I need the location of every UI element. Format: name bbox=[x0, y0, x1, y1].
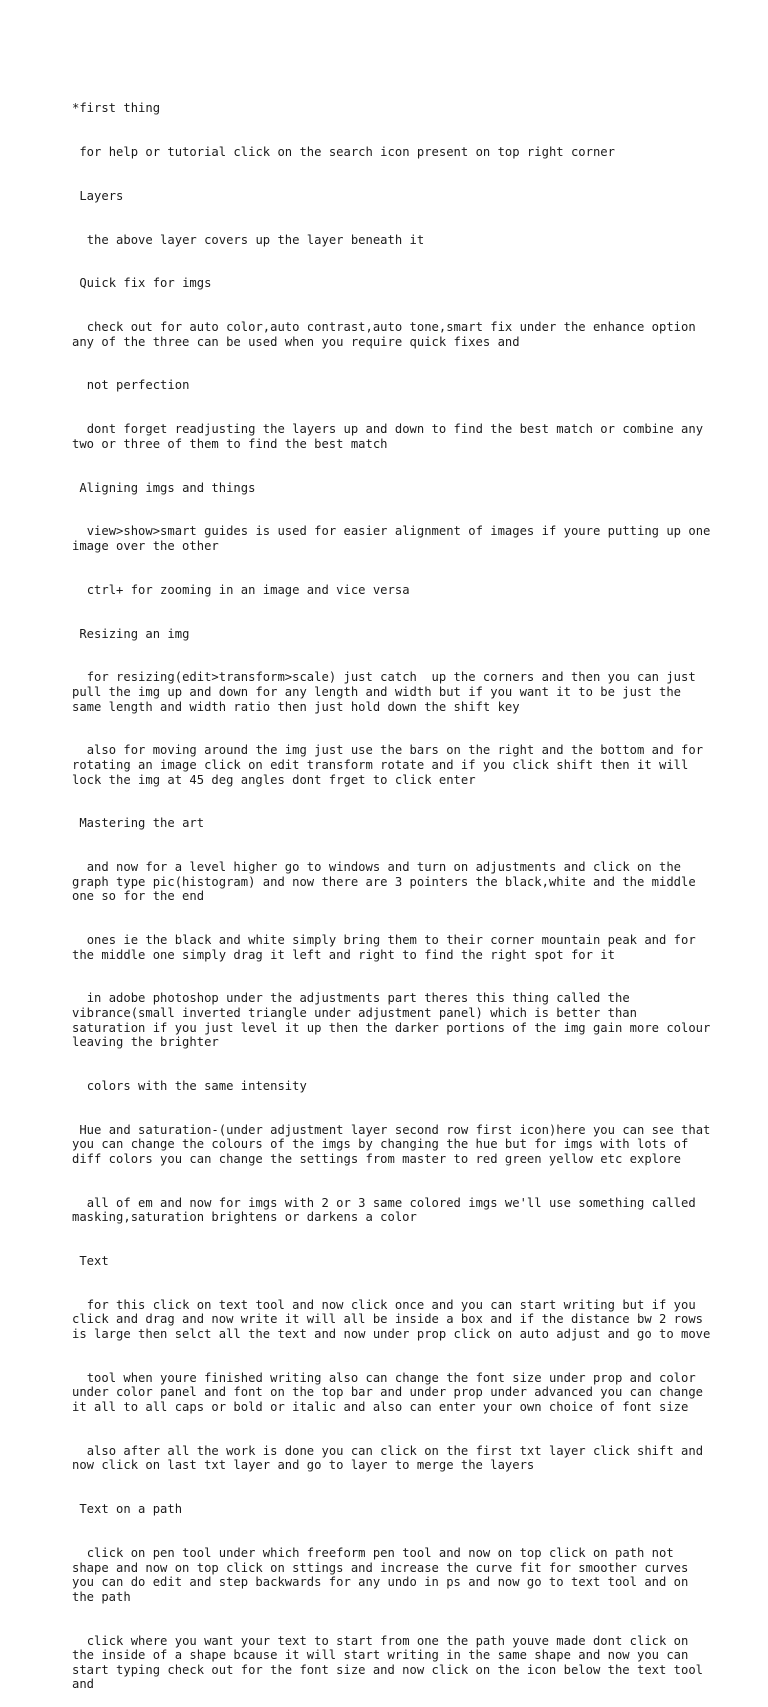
section-heading: Quick fix for imgs bbox=[72, 276, 212, 291]
text-line: *first thing bbox=[72, 101, 161, 116]
text-line: for this click on text tool and now click once and you can start writing but if you click and drag and now write it will all be inside a box and if the distance bw 2 rows is large then selct all the text and now under prop click on auto adjust and go to move bbox=[72, 1297, 711, 1342]
text-line: colors with the same intensity bbox=[72, 1078, 307, 1093]
section-heading: Aligning imgs and things bbox=[72, 480, 256, 495]
section-heading: Mastering the art bbox=[72, 816, 205, 831]
text-line: also for moving around the img just use the bars on the right and the bottom and for rotating an image click on edit transform rotate and if you click shift then it will lock the img at 45 deg angles dont frget to click enter bbox=[72, 743, 711, 787]
text-line: in adobe photoshop under the adjustments part theres this thing called the vibrance(small inverted triangle under adjustment panel) which is better than saturation if you just level it up then the darker portions of the img gain more colour leaving the brighter bbox=[72, 991, 718, 1050]
section-heading: Text on a path bbox=[72, 1502, 183, 1517]
text-line: Hue and saturation-(under adjustment layer second row first icon)here you can see that you can change the colours of the imgs by changing the hue but for imgs with lots of diff colors you can change the settings from master to red green yellow etc explore bbox=[72, 1122, 718, 1166]
text-line: click where you want your text to start from one the path youve made dont click on the inside of a shape bcause it will start writing in the same shape and now you can start typing check out for the font size and now click on the icon below the text tool and bbox=[72, 1633, 711, 1692]
section-heading: Layers bbox=[72, 188, 124, 203]
text-line: for resizing(edit>transform>scale) just catch up the corners and then you can just pull the img up and down for any length and width but if you want it to be just the same length and width ratio then just hold down the shift key bbox=[72, 670, 704, 714]
text-line: ones ie the black and white simply bring them to their corner mountain peak and for the middle one simply drag it left and right to find the right spot for it bbox=[72, 933, 704, 962]
text-line: ctrl+ for zooming in an image and vice versa bbox=[72, 582, 410, 597]
text-line: for help or tutorial click on the search icon present on top right corner bbox=[72, 144, 615, 159]
text-line: check out for auto color,auto contrast,auto tone,smart fix under the enhance option any of the three can be used when you require quick fixes and bbox=[72, 320, 704, 349]
section-heading: Resizing an img bbox=[72, 626, 190, 641]
text-line: view>show>smart guides is used for easier alignment of images if youre putting up one image over the other bbox=[72, 524, 718, 553]
text-line: click on pen tool under which freeform pen tool and now on top click on path not shape and now on top click on sttings and increase the curve fit for smoother curves you can do edit and step backwards for any undo in ps and now go to text tool and on the path bbox=[72, 1545, 696, 1604]
text-line: not perfection bbox=[72, 378, 190, 393]
text-line: also after all the work is done you can click on the first txt layer click shift and now click on last txt layer and go to layer to merge the layers bbox=[72, 1443, 711, 1473]
text-line: the above layer covers up the layer beneath it bbox=[72, 232, 425, 247]
section-heading: Text bbox=[72, 1254, 109, 1269]
text-line: tool when youre finished writing also can change the font size under prop and color under color panel and font on the top bar and under prop under advanced you can change it all to all caps or bold or italic and also can enter your own choice of font size bbox=[72, 1370, 711, 1415]
text-line: and now for a level higher go to windows and turn on adjustments and click on the graph type pic(histogram) and now there are 3 pointers the black,white and the middle one so for the end bbox=[72, 860, 704, 904]
text-line: all of em and now for imgs with 2 or 3 same colored imgs we'll use something called masking,saturation brightens or darkens a color bbox=[72, 1195, 704, 1225]
document-body bbox=[72, 72, 718, 1707]
text-line: dont forget readjusting the layers up and down to find the best match or combine any two or three of them to find the best match bbox=[72, 422, 711, 451]
